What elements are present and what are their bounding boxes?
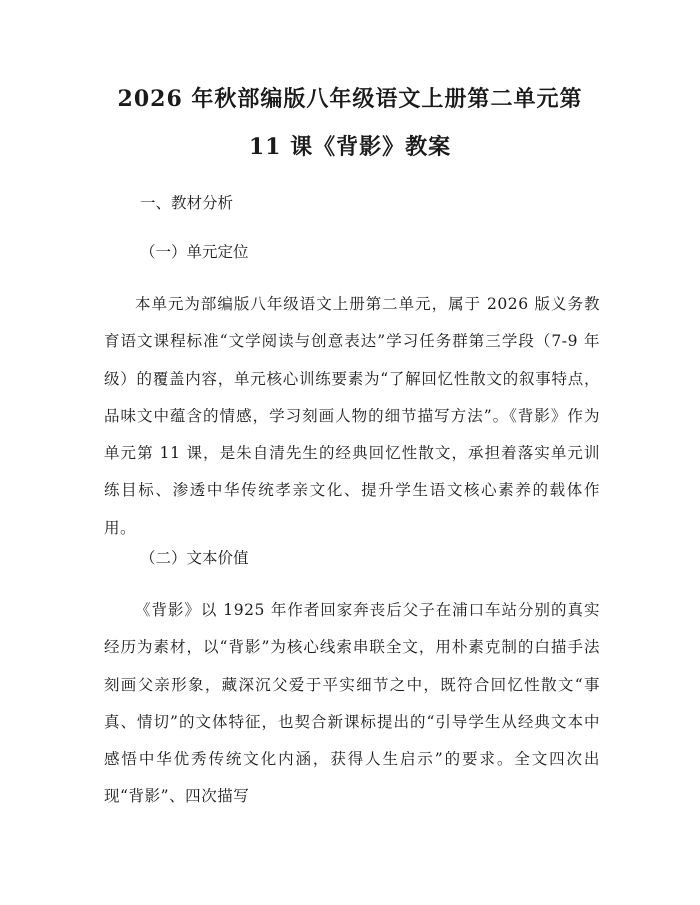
paragraph-unit-position: 本单元为部编版八年级语文上册第二单元，属于 2026 版义务教育语文课程标准“文学阅读与创意表达”学习任务群第三学段（7-9 年级）的覆盖内容，单元核心训练要素为“了解回忆性散文的叙事特点，品味文中蕴含的情感，学习刻画人物的细节描写方法”。《背影》作为单元第 11 课，是朱自清先生的经典回忆性散文，承担着落实单元训练目标、渗透中华传统孝亲文化、提升学生语文核心素养的载体作用。 xyxy=(104,295,600,537)
section-heading-textbook-analysis: 一、教材分析 xyxy=(140,194,234,212)
subsection-heading-text-value: （二）文本价值 xyxy=(140,549,249,567)
subsection-heading-unit-position: （一）单元定位 xyxy=(140,243,249,261)
document-title-line-2: 11 课《背影》教案 xyxy=(248,134,452,160)
document-title-line-1: 2026 年秋部编版八年级语文上册第二单元第 xyxy=(117,86,583,112)
paragraph-text-value: 《背影》以 1925 年作者回家奔丧后父子在浦口车站分别的真实经历为素材，以“背影”为核心线索串联全文，用朴素克制的白描手法刻画父亲形象，藏深沉父爱于平实细节之中，既符合回忆性散文“事真、情切”的文体特征，也契合新课标提出的“引导学生从经典文本中感悟中华优秀传统文化内涵，获得人生启示”的要求。全文四次出现“背影”、四次描写 xyxy=(104,601,600,806)
